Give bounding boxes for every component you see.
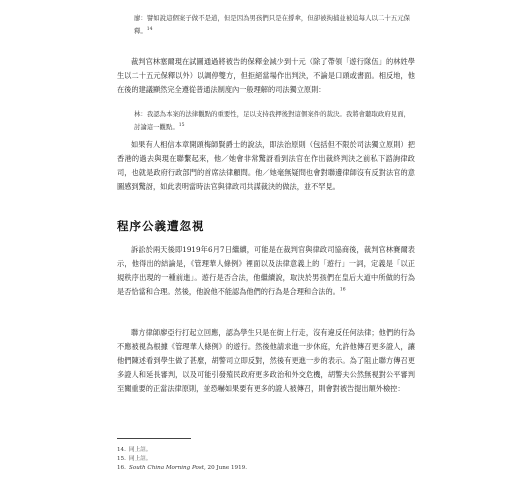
- footnote-ref-15[interactable]: 15: [178, 122, 185, 128]
- quote-text: 林：我認為本案的法律觀點的重要性，足以支持我押後對這個案件的裁決。我將會聽取政府見面，討論這一觀點。: [134, 110, 410, 131]
- footnote-ref-14[interactable]: 14: [146, 26, 153, 32]
- footnote-number: 14.: [117, 447, 126, 453]
- footnotes: [117, 446, 415, 473]
- footnote-ref-16[interactable]: 16: [339, 287, 346, 293]
- paragraph-text: 訴訟於兩天後即1919年6月7日繼續，可能是在裁判官與律政司協商後，裁判官林賽爾表示，他得出的結論是，《管理華人條例》裡面以及法律意義上的「遊行」一詞，定義是「以正規秩序出現的一種前進」。遊行是否合法，他繼續說，取決於男孩們在皇后大道中所做的行為是否恰當和合理。然後，他說他不能認為他們的行為是合理和合法的。: [117, 245, 415, 296]
- footnote-14: [117, 446, 415, 455]
- footnote-16: [117, 464, 415, 473]
- paragraph-trial-resumed: [117, 243, 415, 299]
- paragraph-text: 如果有人相信本章開頭梅師賢爵士的說法，即法治原則（包括但不限於司法獨立原則）把香港的過去與現在聯繫起來，他／她會非常驚訝看到法官在作出裁終判決之前私下諮詢律政司，也就是政府行政部門的首席法律顧問。他／她毫無疑問也會對聯邊律師沒有反對法官的意圖感到驚訝，如此表明當時法官與律政司共謀裁決的做法，並不罕見。: [117, 140, 415, 191]
- paragraph-text: 聯方律師廖亞行打起立回應，認為學生只是在街上行走，沒有違反任何法律；他們的行為不應被視為根據《管理華人條例》的遊行。然後他請求進一步休庭，允許他傳召更多證人，讓他們陳述看到學生做了甚麼，胡警司立即反對，然後有更進一步的表示。為了阻止聯方傳召更多證人和延長審判，以及可能引發殖民政府更多政治和外交危機，胡警夫公然無視對公平審判至關重要的正當法律原則，並恐嚇如果要有更多的證人被傳召，則會對被告提出額外檢控：: [117, 328, 415, 393]
- block-quote-magistrate: [134, 108, 410, 134]
- block-quote-cross-examination: [134, 12, 410, 38]
- footnote-number: 16.: [117, 465, 126, 471]
- footnote-source-date: , 20 June 1919.: [203, 465, 247, 471]
- paragraph-defense-response: [117, 326, 415, 396]
- footnote-source-title: South China Morning Post: [129, 465, 204, 471]
- footnote-number: 15.: [117, 456, 126, 462]
- footnote-text: 同上註。: [129, 447, 152, 453]
- section-heading: 程序公義遭忽視: [117, 219, 205, 233]
- paragraph-text: 裁判官林塞爾現在試圖通過將被告的保釋金減少到十元（除了帶領「遊行隊伍」的林姓學生以二十五元保釋以外）以調停雙方，但拒絕當場作出判決，不論是口頭或書面。相反地，他在後的建議顯然完全遵從普通法制度內一般理解的司法獨立原則：: [117, 57, 415, 94]
- footnote-divider: [117, 438, 191, 439]
- paragraph-magistrate-bail: [117, 55, 415, 97]
- quote-text: 廖：譬如說這個案子做不是道，但是因為男孩們只是在撐傘，但卻被拘捕並被迫每人以二十五元保釋。: [134, 14, 410, 35]
- footnote-15: [117, 455, 415, 464]
- footnote-text: 同上註。: [129, 456, 152, 462]
- paragraph-rule-of-law: [117, 138, 415, 194]
